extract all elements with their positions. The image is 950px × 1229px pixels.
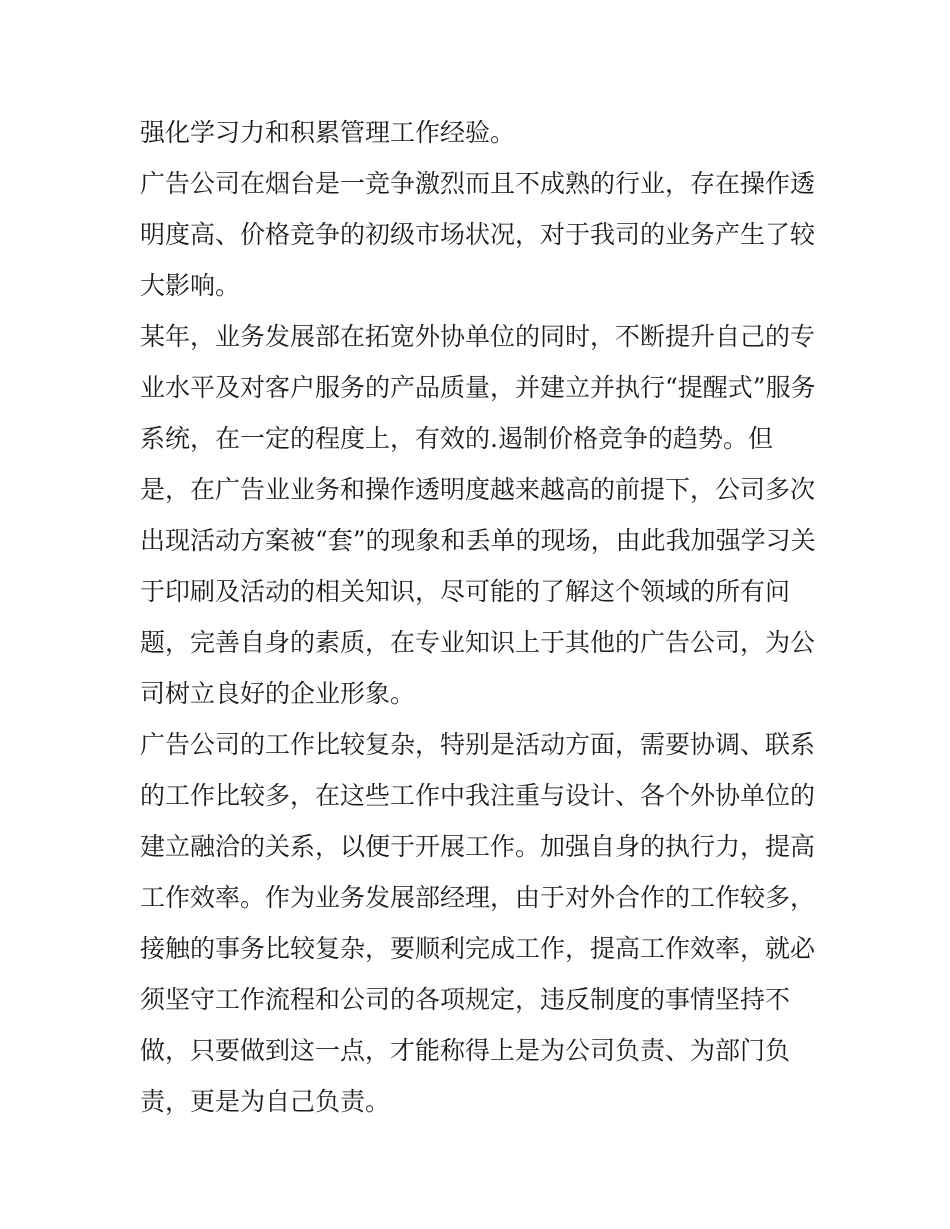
text-line: 接触的事务比较复杂，要顺利完成工作，提高工作效率，就必	[140, 934, 816, 963]
text-line: 是，在广告业业务和操作透明度越来越高的前提下，公司多次	[140, 475, 816, 504]
text-line: 大影响。	[140, 271, 241, 300]
text-line: 工作效率。作为业务发展部经理，由于对外合作的工作较多，	[140, 883, 816, 912]
text-line: 某年，业务发展部在拓宽外协单位的同时，不断提升自己的专	[140, 322, 816, 351]
text-line: 强化学习力和积累管理工作经验。	[140, 118, 516, 147]
text-line: 须坚守工作流程和公司的各项规定，违反制度的事情坚持不	[140, 985, 791, 1014]
text-line: 题，完善自身的素质，在专业知识上于其他的广告公司，为公	[140, 628, 816, 657]
text-line: 于印刷及活动的相关知识，尽可能的了解这个领域的所有问	[140, 577, 791, 606]
document-body	[140, 107, 830, 1127]
text-line: 做，只要做到这一点，才能称得上是为公司负责、为部门负	[140, 1036, 791, 1065]
text-line: 业水平及对客户服务的产品质量，并建立并执行“提醒式”服务	[140, 373, 816, 402]
text-line: 司树立良好的企业形象。	[140, 679, 416, 708]
text-line: 系统，在一定的程度上，有效的.遏制价格竞争的趋势。但	[140, 424, 773, 453]
text-line: 明度高、价格竞争的初级市场状况，对于我司的业务产生了较	[140, 220, 816, 249]
text-line: 出现活动方案被“套”的现象和丢单的现场，由此我加强学习关	[140, 526, 816, 555]
text-line: 广告公司在烟台是一竞争激烈而且不成熟的行业，存在操作透	[140, 169, 816, 198]
text-line: 建立融洽的关系，以便于开展工作。加强自身的执行力，提高	[140, 832, 816, 861]
text-line: 的工作比较多，在这些工作中我注重与设计、各个外协单位的	[140, 781, 816, 810]
text-line: 责，更是为自己负责。	[140, 1087, 391, 1116]
text-line: 广告公司的工作比较复杂，特别是活动方面，需要协调、联系	[140, 730, 816, 759]
